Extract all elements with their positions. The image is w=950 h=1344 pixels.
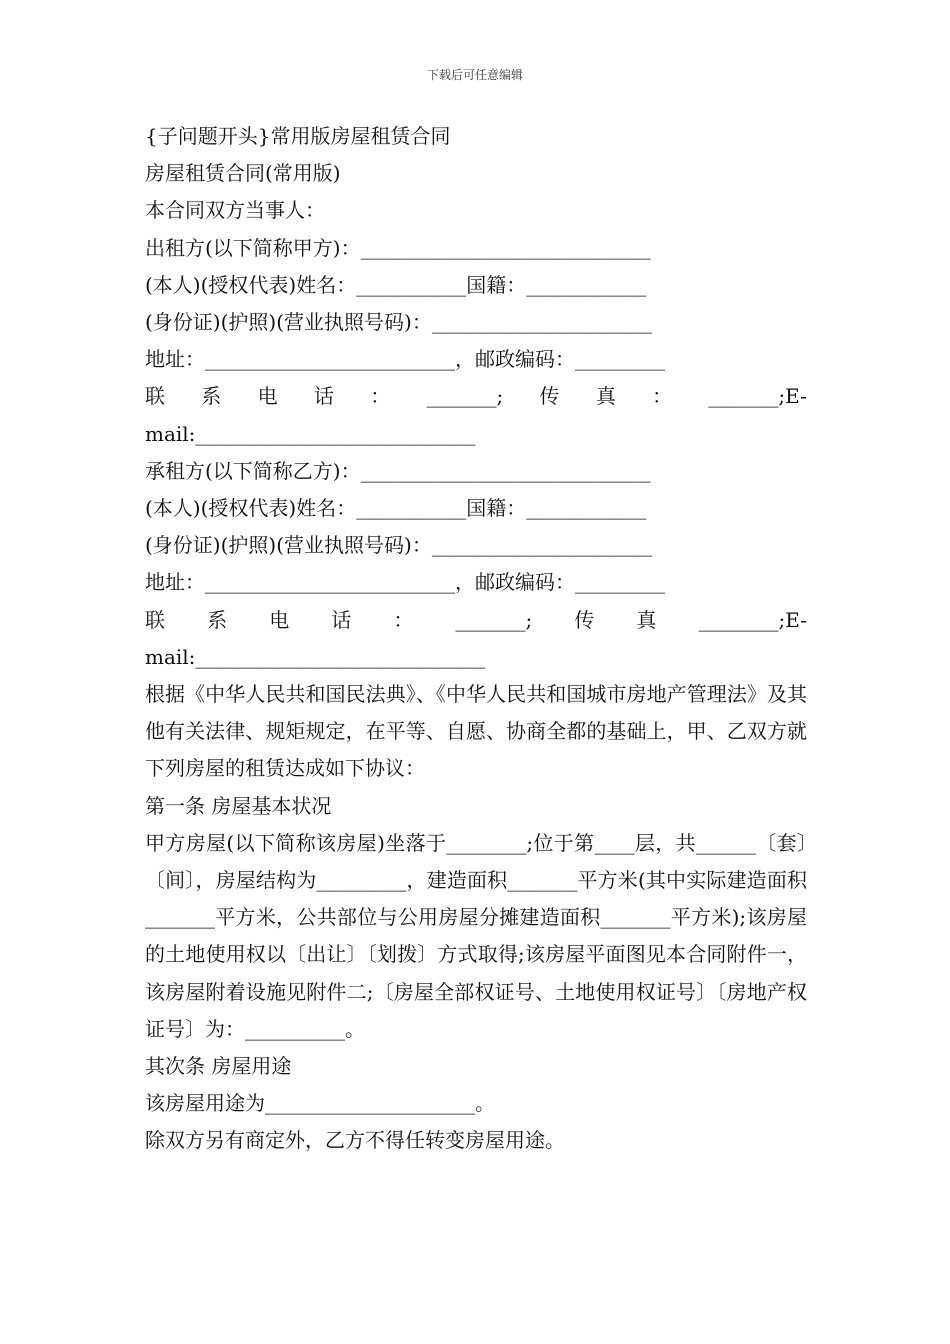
lessor-line: 出租方(以下简称甲方)：_____________________________ — [145, 235, 651, 260]
contact-char: 传 — [539, 384, 560, 409]
article-1-text: 甲方房屋(以下简称该房屋)坐落于________;位于第____层，共______〔套〕〔间〕，房屋结构为_________，建造面积_______平方米(其中实际建造面积_______平方米，公共部位与公用房屋分摊建造面积_______平方米);该房屋的土地使用权以〔出让〕〔划拨〕方式取得;该房屋平面图见本合同附件一，该房屋附着设施见附件二;〔房屋全部权证号、土地使用权证号〕〔房地产权证号〕为：__________。 — [145, 830, 807, 1041]
contact-char: 系 — [201, 384, 222, 409]
lessee-line: 承租方(以下简称乙方)：_____________________________ — [145, 458, 651, 483]
contact-char: 联 — [145, 384, 165, 409]
contact-char: 电 — [257, 384, 278, 409]
lessor-address: 地址：_________________________，邮政编码：_________ — [145, 347, 665, 372]
lessee-contact — [145, 602, 807, 639]
lessor-id-number: (身份证)(护照)(营业执照号码)：______________________ — [145, 310, 652, 335]
contact-char: 真 — [595, 384, 616, 409]
contact-char: 电 — [269, 607, 290, 632]
lessee-address: 地址：_________________________，邮政编码：_________ — [145, 570, 665, 595]
article-1-title: 第一条 房屋基本状况 — [145, 793, 332, 818]
page-header: 下载后可任意编辑 — [426, 68, 523, 82]
fax-blank: _______;E- — [708, 384, 807, 409]
parties-heading: 本合同双方当事人： — [145, 198, 325, 223]
contract-subtitle: 房屋租赁合同(常用版) — [145, 161, 341, 186]
article-2-title: 其次条 房屋用途 — [145, 1054, 292, 1079]
article-2-usage: 该房屋用途为_____________________。 — [145, 1091, 495, 1116]
phone-blank: _______; — [426, 384, 504, 409]
contact-char: 真 — [636, 607, 657, 632]
fax-blank: ________;E- — [698, 607, 807, 632]
preamble-paragraph: 根据《中华人民共和国民法典》、《中华人民共和国城市房地产管理法》及其他有关法律、规矩规定，在平等、自愿、协商全都的基础上，甲、乙双方就下列房屋的租赁达成如下协议： — [145, 682, 807, 781]
contact-char: ： — [652, 384, 673, 409]
phone-blank: _______; — [455, 607, 533, 632]
lessee-name-nationality: (本人)(授权代表)姓名：___________国籍：____________ — [145, 496, 647, 521]
document-title: {子问题开头}常用版房屋租赁合同 — [145, 124, 451, 148]
contact-char: 系 — [207, 607, 228, 632]
contact-char: ： — [370, 384, 391, 409]
contact-char: ： — [393, 607, 414, 632]
contact-char: 话 — [331, 607, 352, 632]
contract-body — [145, 118, 807, 1160]
lessor-contact — [145, 378, 807, 415]
contact-char: 话 — [313, 384, 334, 409]
lessor-email: mail:____________________________ — [145, 421, 476, 446]
lessee-id-number: (身份证)(护照)(营业执照号码)：______________________ — [145, 533, 652, 558]
article-2-restriction: 除双方另有商定外，乙方不得任转变房屋用途。 — [145, 1128, 565, 1153]
lessor-name-nationality: (本人)(授权代表)姓名：___________国籍：____________ — [145, 272, 647, 297]
contact-char: 联 — [145, 607, 165, 632]
lessee-email: mail:_____________________________ — [145, 644, 486, 669]
contact-char: 传 — [574, 607, 595, 632]
